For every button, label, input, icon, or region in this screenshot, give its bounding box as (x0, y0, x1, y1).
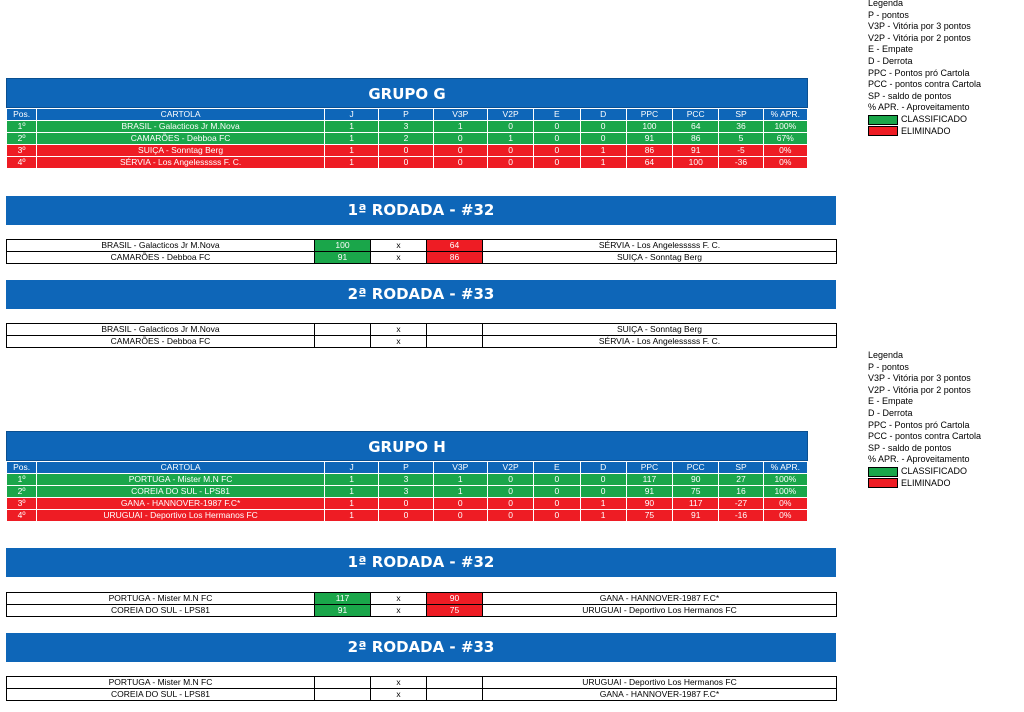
cell-pos: 3º (7, 145, 37, 157)
group-title: GRUPO H (6, 431, 808, 461)
cell-p: 3 (379, 121, 433, 133)
col-header-ppc: PPC (626, 462, 672, 474)
cell-pcc: 91 (673, 145, 719, 157)
home-score (315, 689, 371, 701)
legend-classified (868, 466, 981, 478)
col-header-e: E (534, 109, 580, 121)
cell-cartola: GANA - HANNOVER-1987 F.C* (37, 498, 325, 510)
cell-sp: -36 (719, 157, 763, 169)
group-h-standings (6, 431, 808, 522)
cell-sp: -16 (719, 510, 763, 522)
versus-mark: x (371, 252, 427, 264)
cell-sp: 36 (719, 121, 763, 133)
legend-eliminated-label: ELIMINADO (901, 477, 951, 488)
cell-d: 1 (580, 145, 626, 157)
cell-v2p: 0 (487, 145, 533, 157)
legend-item: E - Empate (868, 396, 914, 407)
group-g-standings (6, 78, 808, 169)
cell-pos: 3º (7, 498, 37, 510)
cell-pos: 4º (7, 510, 37, 522)
match-row (7, 593, 837, 605)
home-team: BRASIL - Galacticos Jr M.Nova (7, 240, 315, 252)
legend-classified-label: CLASSIFICADO (901, 113, 968, 124)
cell-sp: 5 (719, 133, 763, 145)
away-score (427, 689, 483, 701)
cell-cartola: BRASIL - Galacticos Jr M.Nova (37, 121, 325, 133)
col-header-pcc: PCC (673, 109, 719, 121)
match-table (6, 239, 837, 264)
home-score: 91 (315, 605, 371, 617)
match-table (6, 676, 837, 701)
round-title: 1ª RODADA - #32 (6, 196, 836, 225)
legend-item: % APR. - Aproveitamento (868, 454, 970, 465)
away-score (427, 324, 483, 336)
cell-v3p: 0 (433, 133, 487, 145)
legend-panel (868, 0, 981, 137)
versus-mark: x (371, 593, 427, 605)
col-header-pcc: PCC (673, 462, 719, 474)
match-row (7, 605, 837, 617)
versus-mark: x (371, 605, 427, 617)
cell-pos: 1º (7, 121, 37, 133)
table-row (7, 474, 808, 486)
versus-mark: x (371, 336, 427, 348)
legend-title: Legenda (868, 0, 904, 8)
cell-j: 1 (324, 498, 378, 510)
col-header-pos: Pos. (7, 109, 37, 121)
cell-v3p: 0 (433, 145, 487, 157)
legend-item: P - pontos (868, 361, 909, 372)
cell-pcc: 117 (673, 498, 719, 510)
cell-v2p: 0 (487, 474, 533, 486)
cell-p: 3 (379, 486, 433, 498)
cell-v3p: 1 (433, 121, 487, 133)
cell-d: 0 (580, 133, 626, 145)
cell-e: 0 (534, 145, 580, 157)
cell-pcc: 100 (673, 157, 719, 169)
cell-e: 0 (534, 133, 580, 145)
cell-d: 0 (580, 474, 626, 486)
versus-mark: x (371, 324, 427, 336)
cell-pos: 4º (7, 157, 37, 169)
cell-cartola: SUIÇA - Sonntag Berg (37, 145, 325, 157)
cell-j: 1 (324, 486, 378, 498)
legend-item: D - Derrota (868, 407, 913, 418)
cell-e: 0 (534, 498, 580, 510)
legend-item: V3P - Vitória por 3 pontos (868, 21, 971, 32)
legend-item: PCC - pontos contra Cartola (868, 79, 982, 90)
away-score: 86 (427, 252, 483, 264)
col-header-v2p: V2P (487, 462, 533, 474)
red-swatch-icon (868, 478, 898, 488)
cell-v3p: 1 (433, 486, 487, 498)
standings-table (6, 108, 808, 169)
away-team: URUGUAI - Deportivo Los Hermanos FC (483, 677, 837, 689)
home-score (315, 677, 371, 689)
home-score (315, 324, 371, 336)
home-score (315, 336, 371, 348)
cell-v3p: 0 (433, 510, 487, 522)
cell-sp: 27 (719, 474, 763, 486)
cell-ppc: 117 (626, 474, 672, 486)
green-swatch-icon (868, 467, 898, 477)
away-team: SÉRVIA - Los Angelesssss F. C. (483, 240, 837, 252)
cell-v2p: 0 (487, 510, 533, 522)
cell-v2p: 1 (487, 133, 533, 145)
col-header-sp: SP (719, 109, 763, 121)
legend-item: SP - saldo de pontos (868, 90, 952, 101)
away-team: GANA - HANNOVER-1987 F.C* (483, 689, 837, 701)
legend-item: E - Empate (868, 44, 914, 55)
round-title: 1ª RODADA - #32 (6, 548, 836, 577)
match-row (7, 677, 837, 689)
legend-eliminated (868, 126, 981, 138)
legend-item: P - pontos (868, 9, 909, 20)
match-table (6, 592, 837, 617)
legend-panel (868, 350, 981, 489)
legend-item: V3P - Vitória por 3 pontos (868, 373, 971, 384)
cell-p: 2 (379, 133, 433, 145)
home-score: 117 (315, 593, 371, 605)
away-team: GANA - HANNOVER-1987 F.C* (483, 593, 837, 605)
home-score: 91 (315, 252, 371, 264)
cell-ppc: 91 (626, 133, 672, 145)
legend-item: PPC - Pontos pró Cartola (868, 67, 970, 78)
home-score: 100 (315, 240, 371, 252)
away-team: SÉRVIA - Los Angelesssss F. C. (483, 336, 837, 348)
cell-cartola: CAMARÕES - Debboa FC (37, 133, 325, 145)
col-header-e: E (534, 462, 580, 474)
cell-e: 0 (534, 510, 580, 522)
cell-d: 1 (580, 157, 626, 169)
cell-ppc: 91 (626, 486, 672, 498)
cell-pcc: 86 (673, 133, 719, 145)
table-row (7, 498, 808, 510)
legend-item: % APR. - Aproveitamento (868, 102, 970, 113)
cell-ppc: 100 (626, 121, 672, 133)
cell-apr: 0% (763, 498, 807, 510)
cell-pos: 2º (7, 486, 37, 498)
table-row (7, 510, 808, 522)
cell-apr: 100% (763, 486, 807, 498)
cell-sp: -27 (719, 498, 763, 510)
cell-j: 1 (324, 133, 378, 145)
legend-title: Legenda (868, 350, 904, 360)
cell-ppc: 86 (626, 145, 672, 157)
legend-item: PPC - Pontos pró Cartola (868, 419, 970, 430)
cell-sp: 16 (719, 486, 763, 498)
cell-d: 1 (580, 510, 626, 522)
legend-classified (868, 114, 981, 126)
col-header-j: J (324, 109, 378, 121)
col-header-pos: Pos. (7, 462, 37, 474)
col-header-p: P (379, 109, 433, 121)
cell-ppc: 64 (626, 157, 672, 169)
cell-e: 0 (534, 486, 580, 498)
cell-cartola: SÉRVIA - Los Angelesssss F. C. (37, 157, 325, 169)
table-row (7, 157, 808, 169)
legend-eliminated (868, 478, 981, 490)
col-header-v3p: V3P (433, 109, 487, 121)
round-title: 2ª RODADA - #33 (6, 280, 836, 309)
cell-v3p: 0 (433, 157, 487, 169)
red-swatch-icon (868, 126, 898, 136)
match-row (7, 689, 837, 701)
cell-j: 1 (324, 145, 378, 157)
cell-v2p: 0 (487, 486, 533, 498)
cell-d: 1 (580, 498, 626, 510)
cell-sp: -5 (719, 145, 763, 157)
cell-e: 0 (534, 157, 580, 169)
home-team: BRASIL - Galacticos Jr M.Nova (7, 324, 315, 336)
away-score (427, 336, 483, 348)
col-header-v3p: V3P (433, 462, 487, 474)
cell-d: 0 (580, 121, 626, 133)
table-header-row (7, 109, 808, 121)
cell-apr: 100% (763, 474, 807, 486)
cell-pcc: 90 (673, 474, 719, 486)
col-header-d: D (580, 462, 626, 474)
cell-ppc: 75 (626, 510, 672, 522)
home-team: COREIA DO SUL - LPS81 (7, 605, 315, 617)
table-header-row (7, 462, 808, 474)
cell-p: 3 (379, 474, 433, 486)
col-header-apr: % APR. (763, 109, 807, 121)
match-row (7, 240, 837, 252)
match-table (6, 323, 837, 348)
cell-apr: 100% (763, 121, 807, 133)
away-team: SUIÇA - Sonntag Berg (483, 252, 837, 264)
cell-pcc: 64 (673, 121, 719, 133)
col-header-sp: SP (719, 462, 763, 474)
cell-v3p: 1 (433, 474, 487, 486)
cell-ppc: 90 (626, 498, 672, 510)
cell-pcc: 75 (673, 486, 719, 498)
away-score (427, 677, 483, 689)
cell-cartola: PORTUGA - Mister M.N FC (37, 474, 325, 486)
cell-cartola: COREIA DO SUL - LPS81 (37, 486, 325, 498)
cell-p: 0 (379, 157, 433, 169)
cell-v2p: 0 (487, 121, 533, 133)
col-header-ppc: PPC (626, 109, 672, 121)
cell-j: 1 (324, 474, 378, 486)
col-header-cartola: CARTOLA (37, 462, 325, 474)
table-row (7, 145, 808, 157)
legend-classified-label: CLASSIFICADO (901, 465, 968, 476)
cell-v3p: 0 (433, 498, 487, 510)
cell-j: 1 (324, 157, 378, 169)
cell-p: 0 (379, 510, 433, 522)
cell-d: 0 (580, 486, 626, 498)
versus-mark: x (371, 240, 427, 252)
table-row (7, 133, 808, 145)
home-team: CAMARÕES - Debboa FC (7, 336, 315, 348)
cell-pos: 2º (7, 133, 37, 145)
home-team: COREIA DO SUL - LPS81 (7, 689, 315, 701)
versus-mark: x (371, 689, 427, 701)
legend-item: V2P - Vitória por 2 pontos (868, 384, 971, 395)
legend-item: V2P - Vitória por 2 pontos (868, 32, 971, 43)
cell-v2p: 0 (487, 498, 533, 510)
match-row (7, 336, 837, 348)
table-row (7, 486, 808, 498)
home-team: CAMARÕES - Debboa FC (7, 252, 315, 264)
green-swatch-icon (868, 115, 898, 125)
legend-eliminated-label: ELIMINADO (901, 125, 951, 136)
standings-table (6, 461, 808, 522)
col-header-j: J (324, 462, 378, 474)
col-header-apr: % APR. (763, 462, 807, 474)
legend-item: SP - saldo de pontos (868, 442, 952, 453)
col-header-p: P (379, 462, 433, 474)
group-title: GRUPO G (6, 78, 808, 108)
away-score: 64 (427, 240, 483, 252)
home-team: PORTUGA - Mister M.N FC (7, 593, 315, 605)
table-row (7, 121, 808, 133)
versus-mark: x (371, 677, 427, 689)
cell-pcc: 91 (673, 510, 719, 522)
cell-apr: 0% (763, 510, 807, 522)
cell-apr: 0% (763, 157, 807, 169)
legend-item: D - Derrota (868, 55, 913, 66)
col-header-cartola: CARTOLA (37, 109, 325, 121)
cell-p: 0 (379, 145, 433, 157)
cell-j: 1 (324, 510, 378, 522)
cell-e: 0 (534, 474, 580, 486)
away-team: URUGUAI - Deportivo Los Hermanos FC (483, 605, 837, 617)
match-row (7, 324, 837, 336)
match-row (7, 252, 837, 264)
away-score: 90 (427, 593, 483, 605)
home-team: PORTUGA - Mister M.N FC (7, 677, 315, 689)
away-team: SUIÇA - Sonntag Berg (483, 324, 837, 336)
cell-pos: 1º (7, 474, 37, 486)
away-score: 75 (427, 605, 483, 617)
cell-j: 1 (324, 121, 378, 133)
cell-apr: 0% (763, 145, 807, 157)
cell-cartola: URUGUAI - Deportivo Los Hermanos FC (37, 510, 325, 522)
col-header-v2p: V2P (487, 109, 533, 121)
legend-item: PCC - pontos contra Cartola (868, 431, 982, 442)
cell-e: 0 (534, 121, 580, 133)
col-header-d: D (580, 109, 626, 121)
cell-apr: 67% (763, 133, 807, 145)
cell-v2p: 0 (487, 157, 533, 169)
cell-p: 0 (379, 498, 433, 510)
round-title: 2ª RODADA - #33 (6, 633, 836, 662)
